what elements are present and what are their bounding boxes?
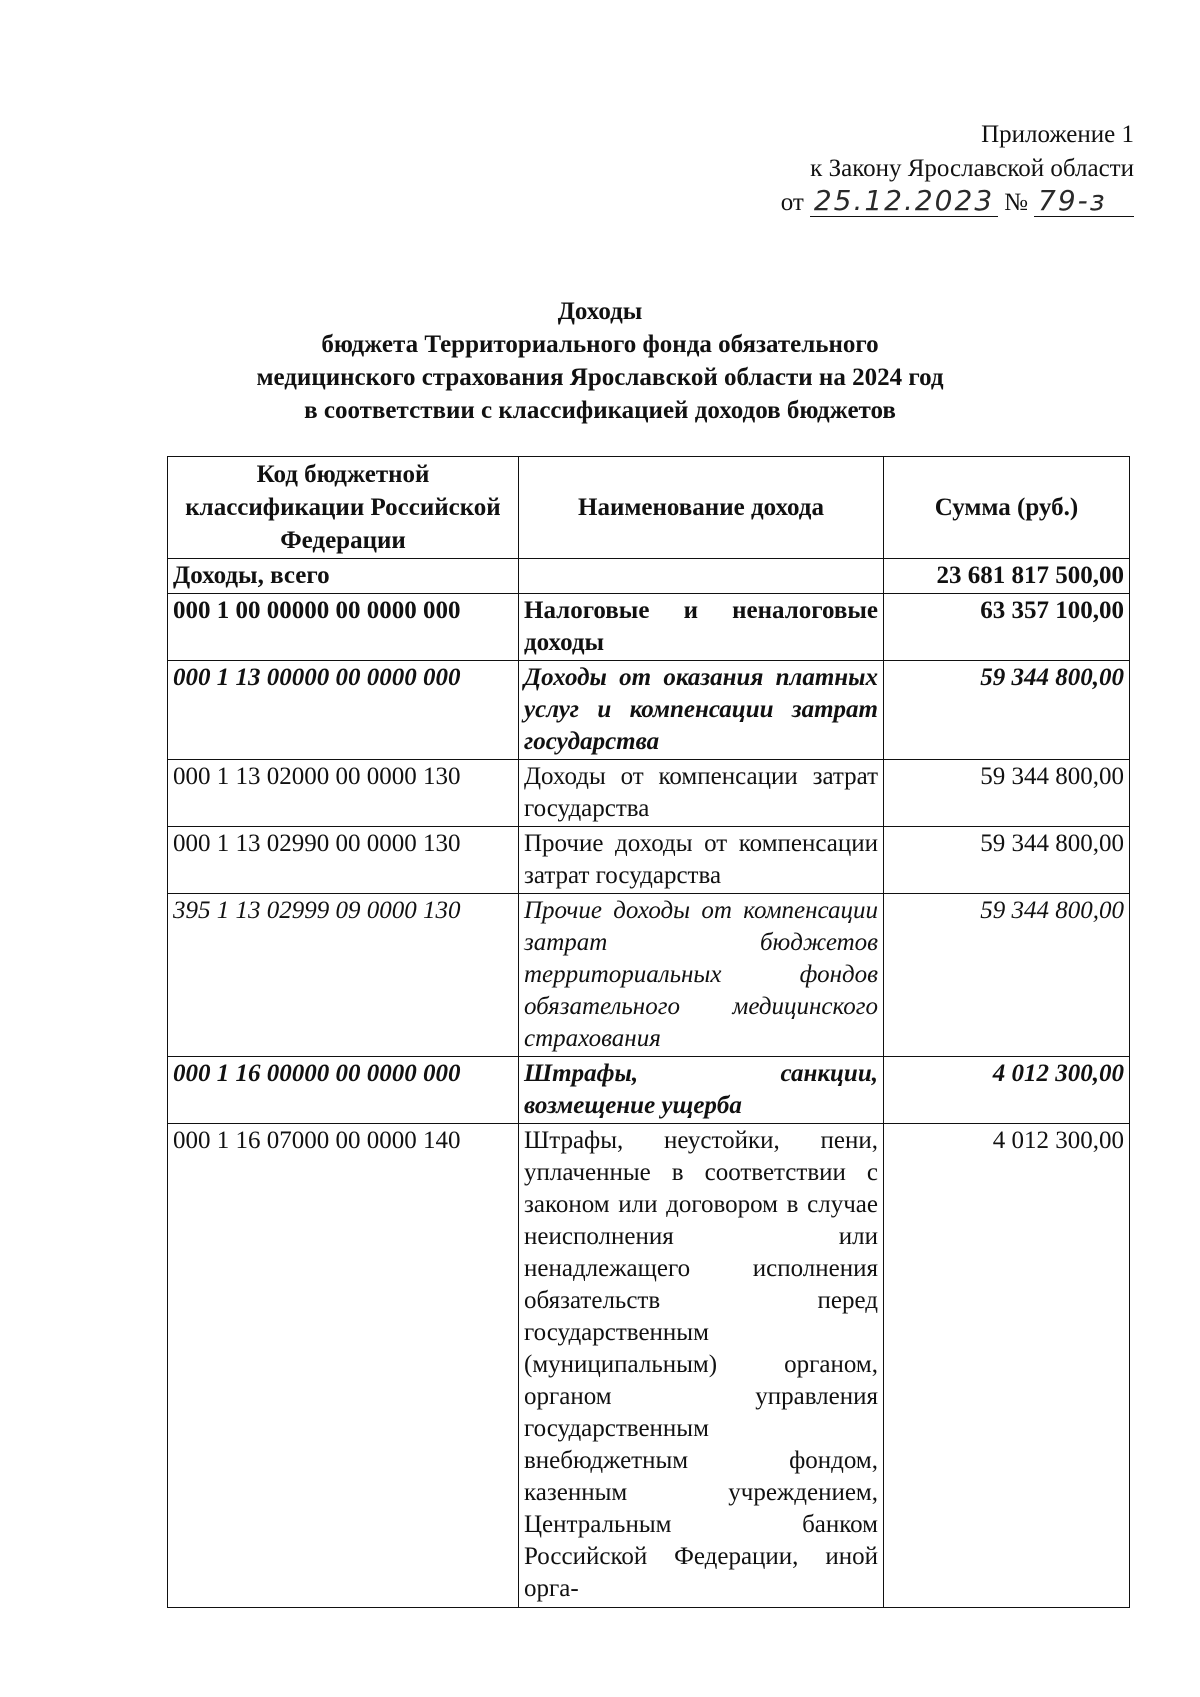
row-code: 000 1 16 07000 00 0000 140	[168, 1124, 519, 1608]
appendix-header	[781, 118, 1134, 220]
row-name: Штрафы, неустойки, пени, уплаченные в соответствии с законом или договором в случае неисполнения или ненадлежащего исполнения обязательств перед государственным (муниципальным) органом, органом управления государственным внебюджетным фондом, казенным учреждением, Центральным банком Российской Федерации, иной орга-	[519, 1124, 884, 1608]
table-row	[168, 1057, 1130, 1124]
row-name: Налоговые и неналоговые доходы	[519, 594, 884, 661]
row-amount: 59 344 800,00	[884, 894, 1130, 1057]
row-code: 395 1 13 02999 09 0000 130	[168, 894, 519, 1057]
table-row	[168, 827, 1130, 894]
row-code: 000 1 13 00000 00 0000 000	[168, 661, 519, 760]
row-amount: 63 357 100,00	[884, 594, 1130, 661]
row-code: Доходы, всего	[168, 559, 519, 594]
title-line-2: бюджета Территориального фонда обязательного	[321, 331, 879, 358]
row-name: Доходы от оказания платных услуг и компенсации затрат государства	[519, 661, 884, 760]
title-line-3: медицинского страхования Ярославской области на 2024 год	[256, 364, 944, 391]
number-sign: №	[1004, 189, 1028, 216]
header-amount: Сумма (руб.)	[884, 457, 1130, 559]
handwritten-date: 25.12.2023	[810, 186, 998, 217]
appendix-line-2: к Закону Ярославской области	[810, 155, 1134, 182]
table-row	[168, 760, 1130, 827]
row-code: 000 1 16 00000 00 0000 000	[168, 1057, 519, 1124]
table-header-row	[168, 457, 1130, 559]
row-name: Прочие доходы от компенсации затрат бюджетов территориальных фондов обязательного медицинского страхования	[519, 894, 884, 1057]
table-row	[168, 661, 1130, 760]
row-amount: 4 012 300,00	[884, 1124, 1130, 1608]
row-name	[519, 559, 884, 594]
row-amount: 23 681 817 500,00	[884, 559, 1130, 594]
row-amount: 59 344 800,00	[884, 760, 1130, 827]
row-code: 000 1 00 00000 00 0000 000	[168, 594, 519, 661]
document-title	[0, 295, 1200, 427]
row-name: Прочие доходы от компенсации затрат государства	[519, 827, 884, 894]
date-prefix: от	[780, 189, 804, 216]
row-amount: 59 344 800,00	[884, 661, 1130, 760]
row-name: Доходы от компенсации затрат государства	[519, 760, 884, 827]
table-row	[168, 1124, 1130, 1608]
header-name: Наименование дохода	[519, 457, 884, 559]
header-code: Код бюджетной классификации Российской Федерации	[168, 457, 519, 559]
table-row	[168, 894, 1130, 1057]
handwritten-number: 79-з	[1034, 186, 1134, 217]
appendix-line-1: Приложение 1	[981, 121, 1134, 148]
table-row	[168, 559, 1130, 594]
income-table	[167, 456, 1130, 1608]
row-code: 000 1 13 02000 00 0000 130	[168, 760, 519, 827]
appendix-date-line	[781, 186, 1134, 220]
row-code: 000 1 13 02990 00 0000 130	[168, 827, 519, 894]
row-amount: 4 012 300,00	[884, 1057, 1130, 1124]
table-row	[168, 594, 1130, 661]
row-amount: 59 344 800,00	[884, 827, 1130, 894]
title-line-4: в соответствии с классификацией доходов бюджетов	[304, 397, 896, 424]
row-name: Штрафы, санкции, возмещение ущерба	[519, 1057, 884, 1124]
title-line-1: Доходы	[557, 298, 643, 325]
